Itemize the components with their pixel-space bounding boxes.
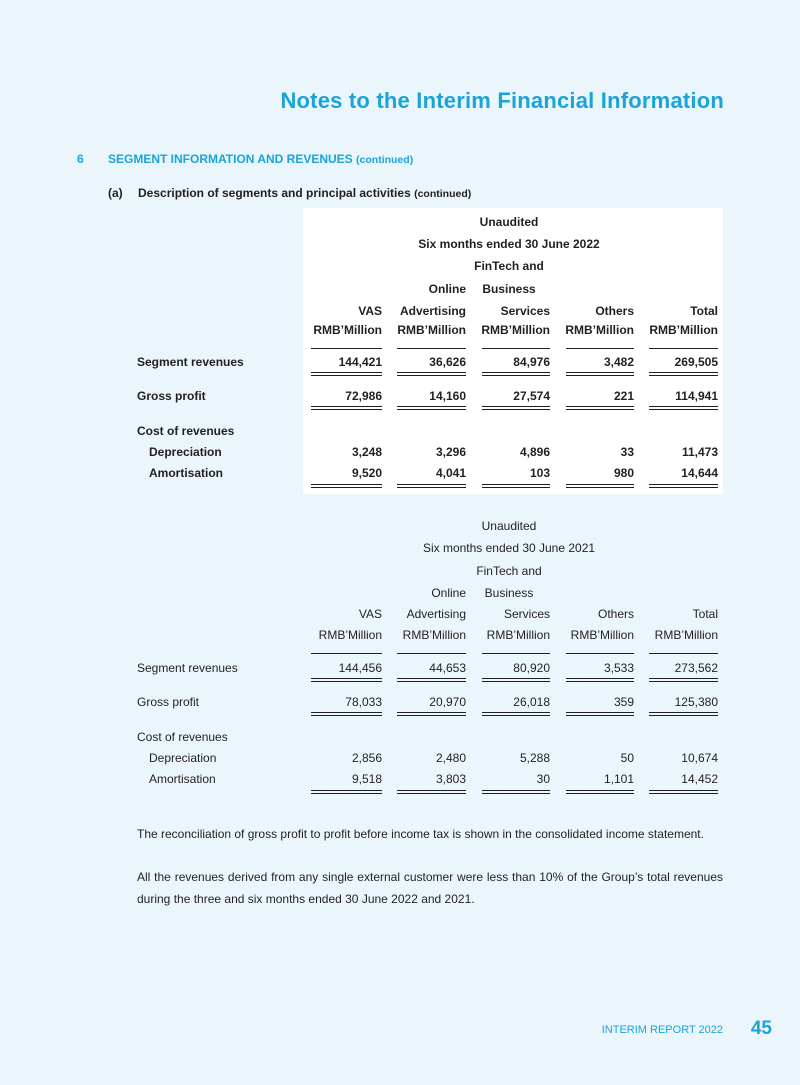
unit-header: RMB’Million bbox=[565, 323, 634, 337]
row-label: Cost of revenues bbox=[137, 424, 235, 438]
column-header: Total bbox=[692, 607, 718, 621]
row-label: Segment revenues bbox=[137, 355, 244, 369]
table-cell: 44,653 bbox=[429, 661, 466, 675]
column-header: Others bbox=[597, 607, 634, 621]
rule bbox=[482, 348, 550, 349]
column-header: Business bbox=[484, 586, 534, 600]
double-rule bbox=[566, 484, 634, 488]
unit-header: RMB’Million bbox=[486, 628, 550, 642]
table-status: Unaudited bbox=[481, 519, 537, 533]
table-cell: 1,101 bbox=[603, 772, 634, 786]
rule bbox=[311, 653, 382, 654]
table-cell: 103 bbox=[529, 466, 550, 480]
double-rule bbox=[311, 678, 382, 682]
unit-header: RMB’Million bbox=[313, 323, 382, 337]
footer-report-name: INTERIM REPORT 2022 bbox=[601, 1024, 723, 1036]
column-header: Services bbox=[500, 304, 550, 318]
double-rule bbox=[566, 678, 634, 682]
double-rule bbox=[311, 406, 382, 410]
double-rule bbox=[482, 790, 550, 794]
table-cell: 144,421 bbox=[338, 355, 382, 369]
table-period: Six months ended 30 June 2022 bbox=[418, 237, 600, 251]
table-row bbox=[0, 730, 800, 748]
column-header: Online bbox=[431, 586, 466, 600]
column-header: Online bbox=[428, 282, 466, 296]
table-cell: 30 bbox=[536, 772, 550, 786]
double-rule bbox=[397, 790, 466, 794]
unit-header: RMB’Million bbox=[654, 628, 718, 642]
row-label: Gross profit bbox=[137, 389, 206, 403]
row-label: Depreciation bbox=[149, 445, 222, 459]
page-number: 45 bbox=[750, 1018, 772, 1039]
double-rule bbox=[397, 678, 466, 682]
table-row bbox=[0, 389, 800, 407]
table-cell: 3,482 bbox=[603, 355, 634, 369]
double-rule bbox=[649, 484, 718, 488]
double-rule bbox=[566, 712, 634, 716]
table-row bbox=[0, 661, 800, 679]
table-cell: 359 bbox=[613, 695, 634, 709]
table-status: Unaudited bbox=[479, 215, 539, 229]
column-header: Others bbox=[595, 304, 634, 318]
double-rule bbox=[397, 372, 466, 376]
table-row bbox=[0, 751, 800, 769]
rule bbox=[311, 348, 382, 349]
column-header: Advertising bbox=[406, 607, 466, 621]
unit-header: RMB’Million bbox=[318, 628, 382, 642]
table-row bbox=[0, 695, 800, 713]
unit-header: RMB’Million bbox=[402, 628, 466, 642]
unit-header: RMB’Million bbox=[397, 323, 466, 337]
row-label: Depreciation bbox=[149, 751, 217, 765]
table-cell: 9,518 bbox=[351, 772, 382, 786]
subsection-title: Description of segments and principal activities bbox=[138, 186, 411, 200]
table-cell: 273,562 bbox=[674, 661, 718, 675]
double-rule bbox=[482, 678, 550, 682]
section-number: 6 bbox=[77, 152, 84, 166]
row-label: Gross profit bbox=[137, 695, 200, 709]
column-header: FinTech and bbox=[474, 259, 544, 273]
rule bbox=[397, 653, 466, 654]
section-continued: (continued) bbox=[356, 154, 414, 166]
row-label: Segment revenues bbox=[137, 661, 238, 675]
row-label: Amortisation bbox=[149, 466, 224, 480]
double-rule bbox=[482, 712, 550, 716]
table-cell: 3,803 bbox=[435, 772, 466, 786]
double-rule bbox=[566, 406, 634, 410]
table-cell: 3,533 bbox=[603, 661, 634, 675]
double-rule bbox=[482, 372, 550, 376]
unit-header: RMB’Million bbox=[570, 628, 634, 642]
double-rule bbox=[649, 406, 718, 410]
double-rule bbox=[311, 484, 382, 488]
table-row bbox=[0, 466, 800, 484]
table-cell: 14,160 bbox=[429, 389, 466, 403]
table-cell: 26,018 bbox=[513, 695, 550, 709]
table-cell: 27,574 bbox=[513, 389, 550, 403]
rule bbox=[649, 348, 718, 349]
table-cell: 269,505 bbox=[674, 355, 718, 369]
rule bbox=[397, 348, 466, 349]
unit-header: RMB’Million bbox=[481, 323, 550, 337]
row-label: Amortisation bbox=[149, 772, 216, 786]
table-cell: 20,970 bbox=[429, 695, 466, 709]
table-cell: 14,452 bbox=[681, 772, 718, 786]
double-rule bbox=[397, 484, 466, 488]
note-paragraph: The reconciliation of gross profit to profit before income tax is shown in the consolidated income statement. bbox=[137, 827, 704, 841]
double-rule bbox=[311, 712, 382, 716]
double-rule bbox=[311, 790, 382, 794]
table-cell: 78,033 bbox=[345, 695, 382, 709]
table-cell: 11,473 bbox=[681, 445, 718, 459]
table-cell: 9,520 bbox=[351, 466, 382, 480]
table-cell: 5,288 bbox=[519, 751, 550, 765]
table-cell: 125,380 bbox=[674, 695, 718, 709]
table-cell: 36,626 bbox=[429, 355, 466, 369]
column-header: Business bbox=[482, 282, 536, 296]
column-header: Services bbox=[503, 607, 550, 621]
rule bbox=[566, 348, 634, 349]
table-row bbox=[0, 424, 800, 442]
table-cell: 3,296 bbox=[435, 445, 466, 459]
double-rule bbox=[649, 372, 718, 376]
double-rule bbox=[397, 712, 466, 716]
column-header: VAS bbox=[358, 304, 382, 318]
double-rule bbox=[649, 678, 718, 682]
subsection-heading bbox=[108, 186, 471, 200]
table-row bbox=[0, 772, 800, 790]
table-cell: 2,856 bbox=[351, 751, 382, 765]
double-rule bbox=[649, 712, 718, 716]
double-rule bbox=[566, 790, 634, 794]
table-cell: 14,644 bbox=[681, 466, 718, 480]
table-period: Six months ended 30 June 2021 bbox=[422, 541, 596, 555]
double-rule bbox=[566, 372, 634, 376]
table-cell: 221 bbox=[613, 389, 634, 403]
double-rule bbox=[649, 790, 718, 794]
double-rule bbox=[397, 406, 466, 410]
double-rule bbox=[311, 372, 382, 376]
double-rule bbox=[482, 406, 550, 410]
table-cell: 10,674 bbox=[681, 751, 718, 765]
rule bbox=[649, 653, 718, 654]
rule bbox=[566, 653, 634, 654]
column-header: Total bbox=[690, 304, 718, 318]
double-rule bbox=[482, 484, 550, 488]
row-label: Cost of revenues bbox=[137, 730, 228, 744]
table-cell: 2,480 bbox=[435, 751, 466, 765]
unit-header: RMB’Million bbox=[649, 323, 718, 337]
section-title: SEGMENT INFORMATION AND REVENUES bbox=[108, 152, 353, 166]
page-title: Notes to the Interim Financial Information bbox=[280, 88, 724, 113]
table-cell: 72,986 bbox=[345, 389, 382, 403]
table-cell: 50 bbox=[620, 751, 634, 765]
rule bbox=[482, 653, 550, 654]
table-row bbox=[0, 355, 800, 373]
column-header: FinTech and bbox=[476, 564, 542, 578]
section-heading bbox=[77, 152, 413, 166]
table-row bbox=[0, 445, 800, 463]
table-cell: 144,456 bbox=[338, 661, 382, 675]
table-cell: 3,248 bbox=[351, 445, 382, 459]
note-paragraph: All the revenues derived from any single external customer were less than 10% of the Group’s total revenues during the three and six months ended 30 June 2022 and 2021. bbox=[137, 870, 723, 906]
table-cell: 4,041 bbox=[435, 466, 466, 480]
table-cell: 80,920 bbox=[513, 661, 550, 675]
column-header: VAS bbox=[358, 607, 382, 621]
table-cell: 4,896 bbox=[519, 445, 550, 459]
column-header: Advertising bbox=[399, 304, 466, 318]
table-cell: 84,976 bbox=[513, 355, 550, 369]
table-cell: 33 bbox=[620, 445, 634, 459]
subsection-label: (a) bbox=[108, 186, 123, 200]
table-cell: 114,941 bbox=[675, 389, 718, 403]
table-cell: 980 bbox=[613, 466, 634, 480]
subsection-continued: (continued) bbox=[414, 188, 472, 200]
